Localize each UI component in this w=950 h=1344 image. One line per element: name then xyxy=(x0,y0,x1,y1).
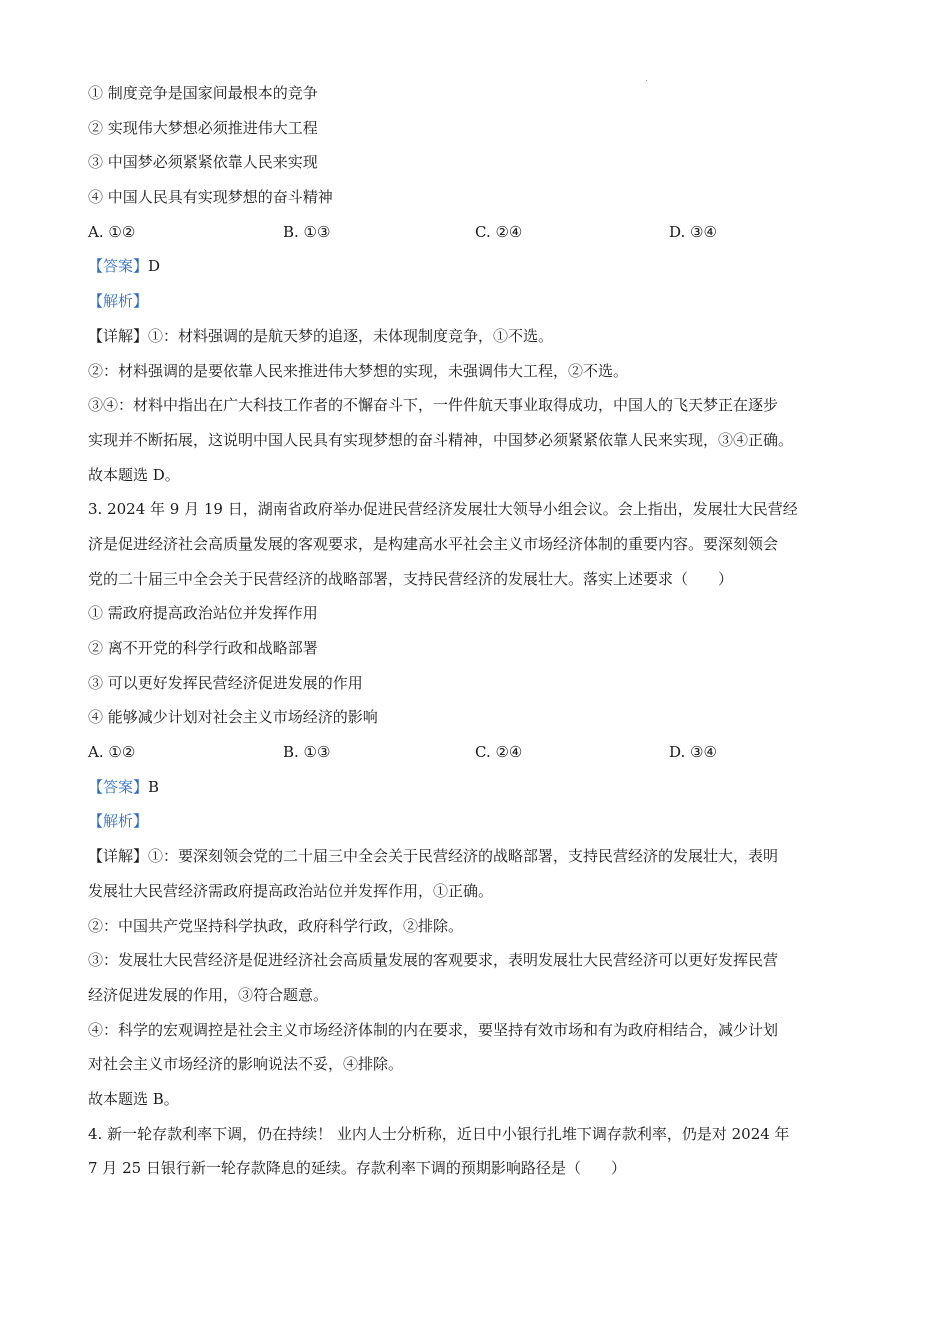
q3-detail-8: 故本题选 B。 xyxy=(88,1089,179,1108)
q2-statement-2: ② 实现伟大梦想必须推进伟大工程 xyxy=(88,118,318,137)
q3-detail-7: 对社会主义市场经济的影响说法不妥，④排除。 xyxy=(88,1055,404,1074)
q3-detail-3: ②：中国共产党坚持科学执政，政府科学行政，②排除。 xyxy=(88,916,464,935)
q2-option-b: B. ①③ xyxy=(283,222,331,241)
q2-block xyxy=(88,76,878,492)
q4-stem-1: 4. 新一轮存款利率下调，仍在持续！ 业内人士分析称，近日中小银行扎堆下调存款利率，仍是对 2024 年 xyxy=(88,1124,790,1143)
exam-page xyxy=(88,76,878,1186)
q2-detail-2: ②：材料强调的是要依靠人民来推进伟大梦想的实现，未强调伟大工程，②不选。 xyxy=(88,361,629,380)
q3-option-d: D. ③④ xyxy=(669,743,717,762)
q3-analysis-tag: 【解析】 xyxy=(88,812,149,831)
q3-detail-1 xyxy=(88,839,878,874)
q4-stem-2: 7 月 25 日银行新一轮存款降息的延续。存款利率下调的预期影响路径是（ ） xyxy=(88,1159,626,1178)
q3-answer xyxy=(88,770,878,805)
q3-detail-6: ④：科学的宏观调控是社会主义市场经济体制的内在要求，要坚持有效市场和有为政府相结合，减少计划 xyxy=(88,1020,779,1039)
q2-option-c: C. ②④ xyxy=(475,222,523,241)
q3-detail-2: 发展壮大民营经济需政府提高政治站位并发挥作用，①正确。 xyxy=(88,881,494,900)
q4-block xyxy=(88,1117,878,1186)
q2-detail-4: 实现并不断拓展，这说明中国人民具有实现梦想的奋斗精神，中国梦必须紧紧依靠人民来实现，③④正确。 xyxy=(88,430,794,449)
q3-statement-3: ③ 可以更好发挥民营经济促进发展的作用 xyxy=(88,673,363,692)
q2-answer-value: D xyxy=(148,257,161,276)
q2-option-a: A. ①② xyxy=(88,222,136,241)
q3-statement-4: ④ 能够减少计划对社会主义市场经济的影响 xyxy=(88,708,378,727)
q3-block xyxy=(88,492,878,1116)
q3-answer-tag: 【答案】 xyxy=(88,777,149,796)
q3-stem-2: 济是促进经济社会高质量发展的客观要求，是构建高水平社会主义市场经济体制的重要内容。要深刻领会 xyxy=(88,534,779,553)
q2-detail-text-1: ①：材料强调的是航天梦的追逐，未体现制度竞争，①不选。 xyxy=(148,326,554,345)
q3-stem-3: 党的二十届三中全会关于民营经济的战略部署，支持民营经济的发展壮大。落实上述要求（ ） xyxy=(88,569,734,588)
q3-stem-1: 3. 2024 年 9 月 19 日，湖南省政府举办促进民营经济发展壮大领导小组会议。会上指出，发展壮大民营经 xyxy=(88,500,798,519)
q3-analysis xyxy=(88,804,878,839)
q2-detail-tag: 【详解】 xyxy=(88,326,149,345)
q3-detail-4: ③：发展壮大民营经济是促进经济社会高质量发展的客观要求，表明发展壮大民营经济可以更好发挥民营 xyxy=(88,951,779,970)
q2-statement-4: ④ 中国人民具有实现梦想的奋斗精神 xyxy=(88,188,333,207)
q3-option-a: A. ①② xyxy=(88,743,136,762)
q3-option-b: B. ①③ xyxy=(283,743,331,762)
q3-option-c: C. ②④ xyxy=(475,743,523,762)
q2-answer-tag: 【答案】 xyxy=(88,257,149,276)
q3-options xyxy=(88,735,878,770)
q2-statement-3: ③ 中国梦必须紧紧依靠人民来实现 xyxy=(88,153,318,172)
q3-detail-5: 经济促进发展的作用，③符合题意。 xyxy=(88,985,329,1004)
q2-statement-1: ① 制度竞争是国家间最根本的竞争 xyxy=(88,84,318,102)
q3-detail-tag: 【详解】 xyxy=(88,847,149,866)
q3-answer-value: B xyxy=(148,777,160,796)
q2-analysis-tag: 【解析】 xyxy=(88,292,149,311)
q2-answer xyxy=(88,249,878,284)
q2-detail-1 xyxy=(88,319,878,354)
q2-detail-5: 故本题选 D。 xyxy=(88,465,180,484)
q3-statement-2: ② 离不开党的科学行政和战略部署 xyxy=(88,639,318,657)
q2-analysis xyxy=(88,284,878,319)
q3-statement-1: ① 需政府提高政治站位并发挥作用 xyxy=(88,604,318,623)
q3-detail-text-1: ①：要深刻领会党的二十届三中全会关于民营经济的战略部署，支持民营经济的发展壮大，表明 xyxy=(148,847,779,866)
q2-options xyxy=(88,215,878,250)
q2-option-d: D. ③④ xyxy=(669,222,717,241)
q2-detail-3: ③④：材料中指出在广大科技工作者的不懈奋斗下，一件件航天事业取得成功，中国人的飞天梦正在逐步 xyxy=(88,396,779,415)
